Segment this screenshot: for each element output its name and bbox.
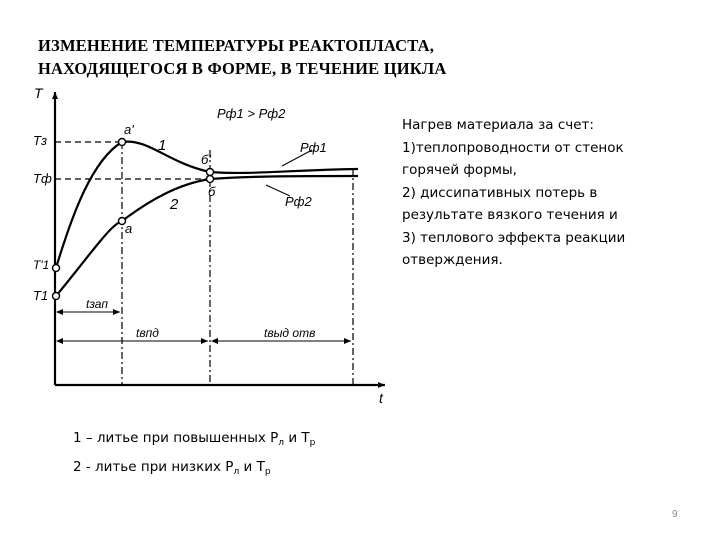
note-line: результате вязкого течения и (402, 207, 618, 223)
legend-line-1: 1 – литье при повышенных $P_л$ и $T_р$ (73, 430, 316, 448)
note-line: 1)теплопроводности от стенок (402, 139, 624, 156)
axis-x-label: t (379, 390, 383, 406)
t-zap-label: tзап (86, 297, 108, 311)
pf1-label: Pф1 (300, 140, 327, 155)
note-line: отверждения. (402, 252, 503, 268)
page-number: 9 (672, 509, 678, 520)
note-line: 2) диссипативных потерь в (402, 184, 598, 201)
t3-label: Tз (33, 133, 47, 148)
point-a-label: a (125, 221, 133, 236)
guide-lines (55, 142, 353, 385)
t1-prime-label: T'1 (33, 258, 50, 272)
t-vpd-label: tвпд (136, 326, 159, 340)
title-line-1: ИЗМЕНЕНИЕ ТЕМПЕРАТУРЫ РЕАКТОПЛАСТА, (38, 36, 435, 55)
curve-legend (73, 426, 315, 484)
pf2-label: Pф2 (285, 194, 312, 209)
note-line: 3) теплового эффекта реакции (402, 229, 626, 246)
curve-points (53, 139, 214, 300)
condition-label: Pф1 > Pф2 (217, 106, 286, 121)
tf-label: Tф (33, 171, 52, 186)
axis-y-label: T (34, 85, 43, 101)
curve-2-label: 2 (170, 196, 179, 213)
point-b-label: б (208, 184, 216, 199)
title-line-2: НАХОДЯЩЕГОСЯ В ФОРМЕ, В ТЕЧЕНИЕ ЦИКЛА (38, 59, 447, 78)
heating-notes (402, 114, 702, 272)
note-line: Нагрев материала за счет: (402, 117, 594, 133)
point-b-prime-label: б' (201, 152, 211, 167)
note-line: горячей формы, (402, 162, 517, 178)
curve-1-label: 1 (158, 137, 167, 154)
curve-2 (56, 176, 358, 296)
t-vyd-label: tвыд отв (264, 326, 316, 340)
t1-label: T1 (33, 288, 49, 303)
point-a-prime-label: a' (124, 122, 134, 137)
legend-line-2: 2 - литье при низких $P_л$ и $T_р$ (73, 459, 271, 477)
